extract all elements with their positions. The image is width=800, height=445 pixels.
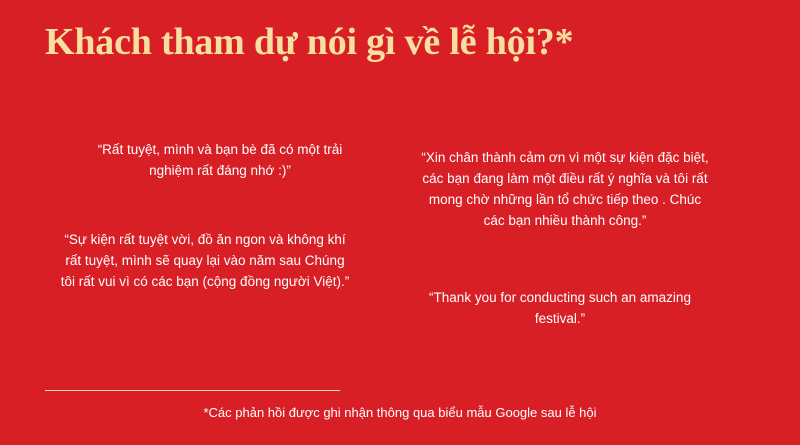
- quote-item: “Rất tuyệt, mình và bạn bè đã có một trải nghiệm rất đáng nhớ :)”: [97, 142, 343, 178]
- page-title: Khách tham dự nói gì về lễ hội?*: [45, 21, 574, 63]
- footnote-divider: [45, 390, 340, 391]
- quote-item: “Sự kiện rất tuyệt vời, đồ ăn ngon và không khí rất tuyệt, mình sẽ quay lại vào năm sau Chúng tôi rất vui vì có các bạn (cộng đồng người Việt).”: [60, 232, 350, 289]
- quotes-group: [0, 120, 800, 360]
- footnote-text: *Các phản hồi được ghi nhận thông qua biểu mẫu Google sau lễ hội: [203, 405, 597, 420]
- quote-item: “Xin chân thành cảm ơn vì một sự kiện đặc biệt, các bạn đang làm một điều rất ý nghĩa và tôi rất mong chờ những lần tổ chức tiếp theo . Chúc các bạn nhiều thành công.”: [421, 150, 709, 228]
- quote-item: “Thank you for conducting such an amazing festival.”: [429, 290, 691, 326]
